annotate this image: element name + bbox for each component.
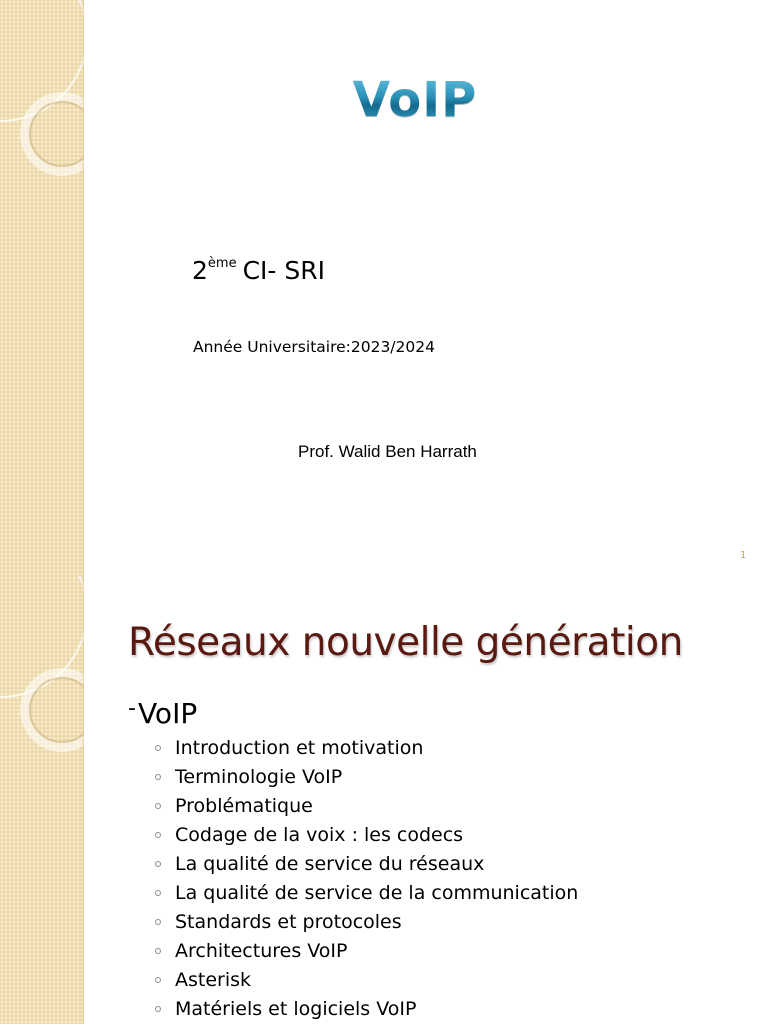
- subtitle-text: VoIP: [137, 697, 198, 730]
- circle-bullet-icon: [155, 890, 161, 896]
- circle-bullet-icon: [155, 803, 161, 809]
- list-item: Introduction et motivation: [152, 736, 578, 765]
- professor-name: Prof. Walid Ben Harrath: [298, 442, 477, 461]
- slide-number: 1: [740, 550, 747, 561]
- slide-heading: [128, 620, 748, 665]
- circle-bullet-icon: [155, 948, 161, 954]
- topic-list: [152, 736, 578, 1024]
- class-name: CI- SRI: [242, 256, 325, 285]
- circle-bullet-icon: [155, 977, 161, 983]
- list-item: Architectures VoIP: [152, 939, 578, 968]
- list-item: Codage de la voix : les codecs: [152, 823, 578, 852]
- list-item: Terminologie VoIP: [152, 765, 578, 794]
- list-item: Standards et protocoles: [152, 910, 578, 939]
- list-item: Matériels et logiciels VoIP: [152, 997, 578, 1024]
- circle-bullet-icon: [155, 745, 161, 751]
- class-number: 2: [192, 256, 208, 285]
- decorative-side-band: [0, 576, 84, 1024]
- outline-slide: [0, 576, 768, 1024]
- section-subtitle: [128, 696, 197, 730]
- circle-bullet-icon: [155, 861, 161, 867]
- circle-bullet-icon: [155, 832, 161, 838]
- academic-year: Année Universitaire:2023/2024: [193, 338, 435, 356]
- slide-title: VoIP: [0, 72, 768, 128]
- class-superscript: ème: [207, 256, 237, 271]
- list-item: Asterisk: [152, 968, 578, 997]
- list-item: La qualité de service du réseaux: [152, 852, 578, 881]
- circle-bullet-icon: [155, 774, 161, 780]
- circle-bullet-icon: [155, 1006, 161, 1012]
- class-label: [192, 256, 325, 285]
- circle-bullet-icon: [155, 919, 161, 925]
- slide-heading-text: Réseaux nouvelle génération: [128, 620, 683, 665]
- list-item: La qualité de service de la communication: [152, 881, 578, 910]
- subtitle-dash: -: [128, 696, 136, 721]
- list-item: Problématique: [152, 794, 578, 823]
